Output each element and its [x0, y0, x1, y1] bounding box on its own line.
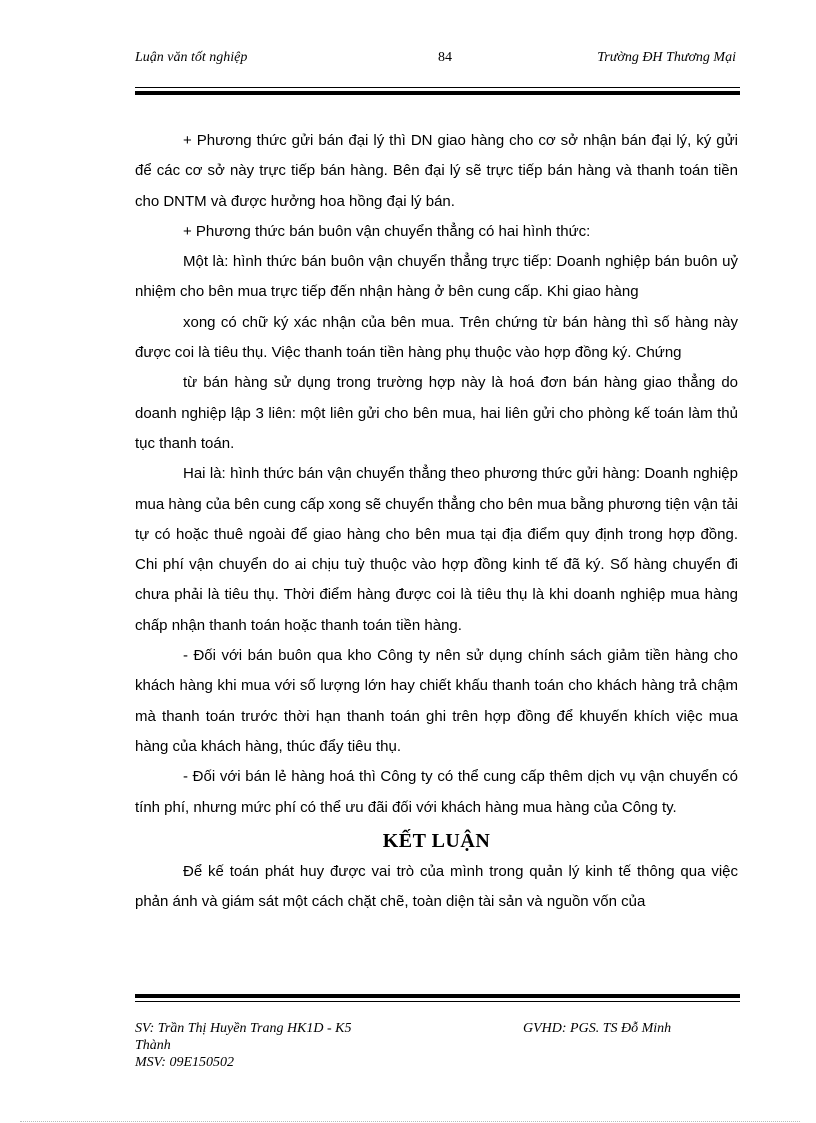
paragraph-form-one: Một là: hình thức bán buôn vận chuyển thẳng trực tiếp: Doanh nghiệp bán buôn uỷ nhiệm cho bên mua trực tiếp đến nhận hàng ở bên cung cấp. Khi giao hàng [135, 253, 738, 301]
header-university: Trường ĐH Thương Mại [597, 50, 736, 65]
paragraph-direct-shipping-intro: + Phương thức bán buôn vận chuyển thẳng có hai hình thức: [183, 222, 591, 240]
footer-student-info [135, 1020, 425, 1071]
footer-rule-thick [135, 994, 740, 998]
header-rule-thick [135, 91, 740, 95]
document-body [135, 126, 738, 917]
page-number: 84 [438, 50, 452, 65]
header-thesis-label: Luận văn tốt nghiệp [135, 50, 248, 65]
paragraph-form-one-docs: từ bán hàng sử dụng trong trường hợp này là hoá đơn bán hàng giao thẳng do doanh nghiệp lập 3 liên: một liên gửi cho bên mua, hai liên gửi cho phòng kế toán làm thủ tục thanh toán. [135, 374, 738, 452]
footer-student-name-cont: Thành [135, 1038, 171, 1053]
paragraph-retail-suggestion: - Đối với bán lẻ hàng hoá thì Công ty có thể cung cấp thêm dịch vụ vận chuyển có tính phí, nhưng mức phí có thể ưu đãi đối với khách hàng mua hàng của Công ty. [135, 768, 738, 816]
paragraph-form-two: Hai là: hình thức bán vận chuyển thẳng theo phương thức gửi hàng: Doanh nghiệp mua hàng của bên cung cấp xong sẽ chuyển thẳng cho bên mua bằng phương tiện vận tải tự có hoặc thuê ngoài để giao hàng cho bên mua tại địa điểm quy định trong hợp đồng. Chi phí vận chuyển do ai chịu tuỳ thuộc vào hợp đồng kinh tế đã ký. Số hàng chuyển đi chưa phải là tiêu thụ. Thời điểm hàng được coi là tiêu thụ là khi doanh nghiệp mua hàng chấp nhận thanh toán hoặc thanh toán tiền hàng. [135, 465, 738, 634]
page-bottom-dotted-line [20, 1121, 800, 1122]
footer-student-id: MSV: 09E150502 [135, 1055, 235, 1070]
paragraph-form-one-cont: xong có chữ ký xác nhận của bên mua. Trên chứng từ bán hàng thì số hàng này được coi là tiêu thụ. Việc thanh toán tiền hàng phụ thuộc vào hợp đồng ký. Chứng [135, 313, 738, 362]
footer-rule-thin [135, 1001, 740, 1002]
paragraph-consignment-agent: + Phương thức gửi bán đại lý thì DN giao hàng cho cơ sở nhận bán đại lý, ký gửi để các cơ sở này trực tiếp bán hàng. Bên đại lý sẽ trực tiếp bán hàng và thanh toán tiền cho DNTM và được hưởng hoa hồng đại lý bán. [135, 132, 738, 210]
section-title-conclusion: KẾT LUẬN [382, 829, 491, 852]
paragraph-conclusion: Để kế toán phát huy được vai trò của mình trong quản lý kinh tế thông qua việc phản ánh và giám sát một cách chặt chẽ, toàn diện tài sản và nguồn vốn của [135, 862, 738, 911]
footer-advisor: GVHD: PGS. TS Đỗ Minh [523, 1021, 672, 1036]
paragraph-wholesale-suggestion: - Đối với bán buôn qua kho Công ty nên sử dụng chính sách giảm tiền hàng cho khách hàng khi mua với số lượng lớn hay chiết khấu thanh toán cho khách hàng trả chậm mà thanh toán trước thời hạn thanh toán ghi trên hợp đồng để khuyến khích việc mua hàng của khách hàng, thúc đẩy tiêu thụ. [135, 647, 738, 755]
footer-student-name: SV: Trần Thị Huyền Trang HK1D - K5 [135, 1021, 352, 1036]
header-rule-thin [135, 87, 740, 88]
